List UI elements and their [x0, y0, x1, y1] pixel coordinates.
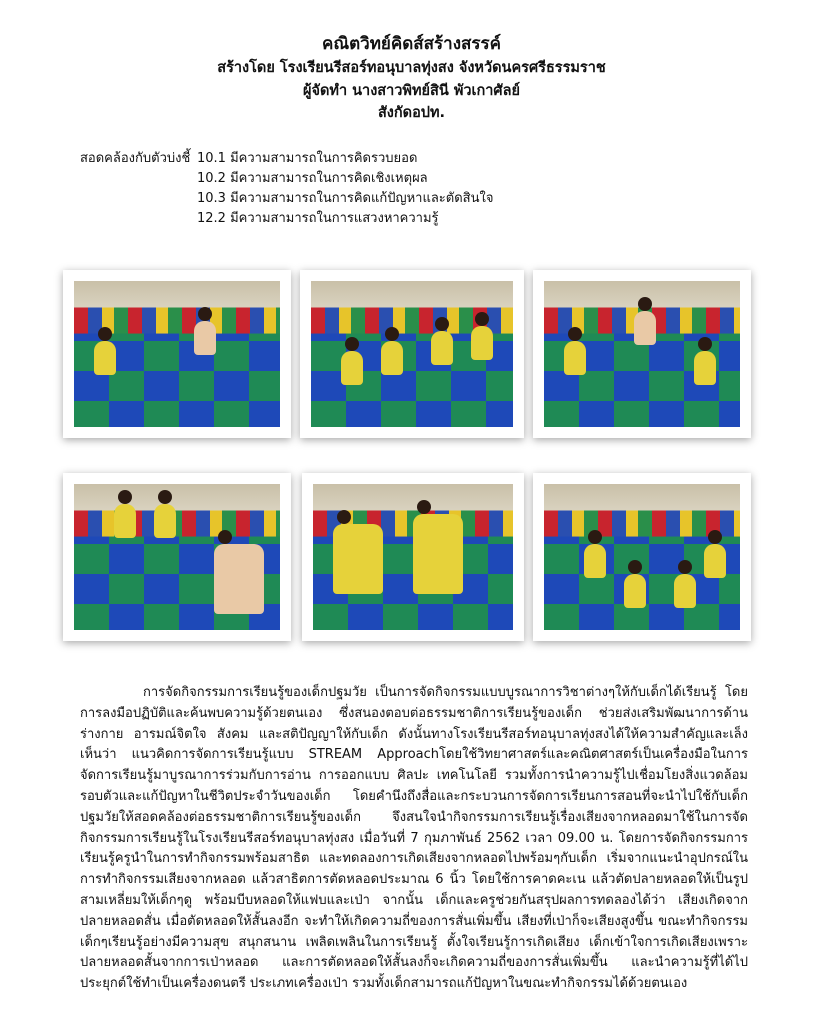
indicators-label: สอดคล้องกับตัวบ่งชี้ — [80, 151, 191, 166]
body-line: เห็นว่า แนวคิดการจัดการเรียนรู้แบบ STREAM Approachโดยใช้วิทยาศาสตร์และคณิตศาสตร์เป็นเครื่องมือในการ — [80, 747, 748, 763]
indicator-item: 10.2 มีความสามารถในการคิดเชิงเหตุผล — [197, 171, 428, 186]
body-line: การจัดกิจกรรมการเรียนรู้ของเด็กปฐมวัย เป็นการจัดกิจกรรมแบบบูรณาการวิชาต่างๆให้กับเด็กได้เรียนรู้ โดย — [143, 685, 748, 700]
indicator-item: 10.1 มีความสามารถในการคิดรวบยอด — [197, 151, 418, 166]
created-by: สร้างโดย โรงเรียนรีสอร์ทอนุบาลทุ่งสง จังหวัดนครศรีธรรมราช — [217, 60, 606, 76]
body-line: เรียนรู้ครูนำในการทำกิจกรรมพร้อมสาธิต และทดลองการเกิดเสียงจากหลอดไปพร้อมๆกับเด็ก เริ่มจากแนะนำอุปกรณ์ใน — [80, 851, 748, 867]
body-paragraph — [80, 683, 748, 995]
activity-photo-1 — [63, 270, 291, 438]
body-line: การลงมือปฏิบัติและค้นพบความรู้ด้วยตนเอง ซึ่งสนองตอบต่อธรรมชาติการเรียนรู้ของเด็ก ช่วยส่งเสริมพัฒนาการด้าน — [80, 705, 748, 721]
author: ผู้จัดทำ นางสาวพิทย์สินี พัวเกาศัลย์ — [302, 83, 520, 99]
document-title: คณิตวิทย์คิดส์สร้างสรรค์ — [321, 34, 502, 54]
indicator-item: 10.3 มีความสามารถในการคิดแก้ปัญหาและตัดสินใจ — [197, 191, 494, 206]
activity-photo-6 — [533, 473, 751, 641]
indicator-item: 12.2 มีความสามารถในการแสวงหาความรู้ — [197, 211, 439, 226]
body-line: ปลายหลอดสั่น เมื่อตัดหลอดให้สั้นลงอีก จะทำให้เกิดความถี่ของการสั่นเพิ่มขึ้น เสียงที่เป่าก็จะเสียงสูงขึ้น ขณะทำกิจกรรม — [80, 913, 748, 929]
affiliation: สังกัดอปท. — [377, 105, 446, 121]
body-line: รอบตัวและแก้ปัญหาในชีวิตประจำวันของเด็ก โดยคำนึงถึงสื่อและกระบวนการจัดการเรียนการสอนที่จะนำไปใช้กับเด็ก — [80, 788, 748, 804]
body-line: ปลายหลอดสั้นจากการเป่าหลอด และการตัดหลอดให้สั้นลงก็จะเกิดความถี่ของการสั่นเพิ่มขึ้น และนำความรู้ที่ได้ไป — [80, 955, 748, 971]
body-line: จัดการเรียนรู้มาบูรณาการร่วมกับการอ่าน การออกแบบ ศิลปะ เทคโนโลยี รวมทั้งการนำความรู้ไปเชื่อมโยงสิ่งแวดล้อม — [80, 768, 748, 784]
body-line: ประยุกต์ใช้ทำเป็นเครื่องดนตรี ประเภทเครื่องเป่า รวมทั้งเด็กสามารถแก้ปัญหาในขณะทำกิจกรรมได้ด้วยตนเอง — [80, 976, 688, 992]
body-line: กิจกรรมการเรียนรู้ในโรงเรียนรีสอร์ทอนุบาลทุ่งสง เมื่อวันที่ 7 กุมภาพันธ์ 2562 เวลา 09.00 น. โดยการจัดกิจกรรมการ — [80, 830, 748, 846]
body-line: เด็กๆเรียนรู้อย่างมีความสุข สนุกสนาน เพลิดเพลินในการเรียนรู้ ตั้งใจเรียนรู้การเกิดเสียง เด็กเข้าใจการเกิดเสียงเพราะ — [80, 934, 748, 950]
activity-photo-4 — [63, 473, 291, 641]
activity-photo-5 — [302, 473, 524, 641]
body-line: การทำกิจกรรมเสียงจากหลอด แล้วสาธิตการตัดหลอดประมาณ 6 นิ้ว โดยใช้การคาดคะเน แล้วตัดปลายหลอดให้เป็นรูป — [80, 872, 748, 888]
activity-photo-2 — [300, 270, 524, 438]
body-line: ร่างกาย อารมณ์จิตใจ สังคม และสติปัญญาให้กับเด็ก ดังนั้นทางโรงเรียนรีสอร์ทอนุบาลทุ่งสงได้ให้ความสำคัญและเล็ง — [80, 726, 748, 742]
body-line: สามเหลี่ยมให้เด็กๆดู พร้อมบีบหลอดให้แฟบและเป่า จากนั้น เด็กและครูช่วยกันสรุปผลการทดลองได้ว่า เสียงเกิดจาก — [80, 892, 748, 908]
activity-photo-3 — [533, 270, 751, 438]
body-line: ปฐมวัยให้สอดคล้องต่อธรรมชาติการเรียนรู้ของเด็ก จึงสนใจนำกิจกรรมการเรียนรู้เรื่องเสียงจากหลอดมาใช้ในการจัด — [80, 809, 748, 825]
